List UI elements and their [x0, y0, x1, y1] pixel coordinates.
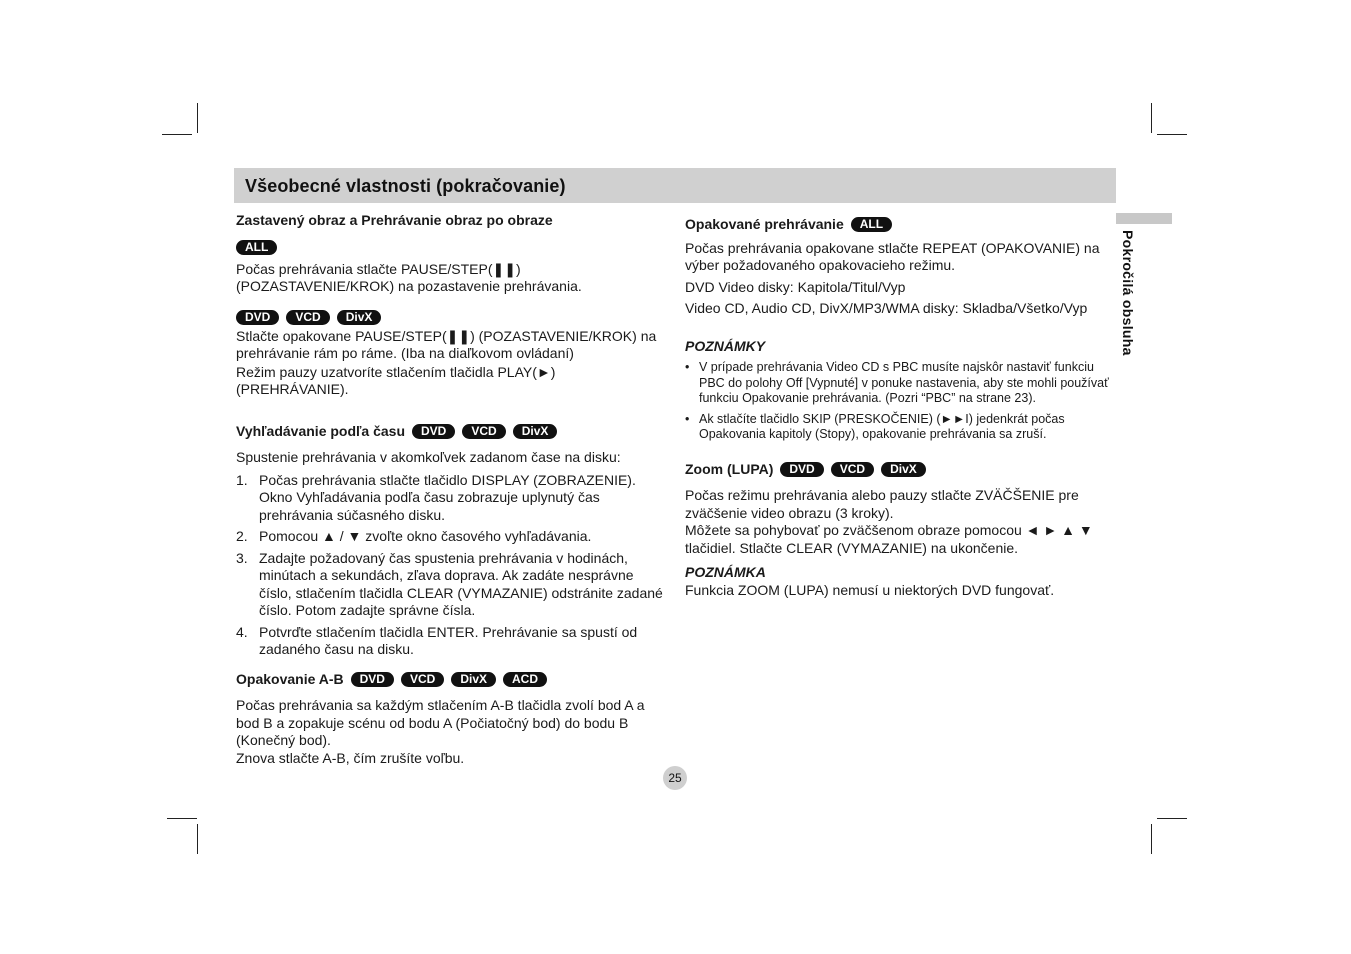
- zoom-note-title: POZNÁMKA: [685, 564, 766, 580]
- time-search-badges: [412, 424, 557, 439]
- repeat-paragraph-3: Video CD, Audio CD, DivX/MP3/WMA disky: Skladba/Všetko/Vyp: [685, 300, 1088, 316]
- disc-badge: DVD: [351, 672, 394, 687]
- list-item: 1. Počas prehrávania stlačte tlačidlo DISPLAY (ZOBRAZENIE). Okno Vyhľadávania podľa času zobrazuje uplynutý čas prehrávania súčasného disku.: [236, 471, 636, 523]
- list-item: 4. Potvrďte stlačením tlačidla ENTER. Prehrávanie sa spustí od zadaného času na disku.: [236, 623, 638, 657]
- disc-badge: DivX: [451, 672, 496, 687]
- list-item: • Ak stlačíte tlačidlo SKIP (PRESKOČENIE) (►►I) jedenkrát počas Opakovania kapitoly (Stopy), opakovanie prehrávania sa zruší.: [685, 411, 1065, 441]
- section-title-bar: [234, 168, 1116, 203]
- crop-mark: [167, 818, 197, 819]
- page-number: 25: [663, 766, 687, 790]
- still-paragraph-2: Stlačte opakovane PAUSE/STEP(❚❚) (POZASTAVENIE/KROK) na prehrávanie rám po ráme. (Iba na diaľkovom ovládaní): [236, 327, 657, 361]
- still-paragraph-1: Počas prehrávania stlačte PAUSE/STEP(❚❚) (POZASTAVENIE/KROK) na pozastavenie prehrávania.: [236, 260, 582, 294]
- zoom-note: Funkcia ZOOM (LUPA) nemusí u niektorých DVD fungovať.: [685, 581, 1055, 598]
- repeat-heading: Opakované prehrávanie ALL: [685, 216, 1115, 234]
- notes-title: POZNÁMKY: [685, 337, 766, 354]
- crop-mark: [1157, 134, 1187, 135]
- disc-badge: DivX: [881, 462, 926, 477]
- crop-mark: [1157, 818, 1187, 819]
- disc-badge: DivX: [513, 424, 558, 439]
- crop-mark: [197, 824, 198, 854]
- disc-badge: ACD: [503, 672, 547, 687]
- zoom-paragraph-1: Počas režimu prehrávania alebo pauzy stlačte ZVÄČŠENIE pre zväčšenie video obrazu (3 kroky).: [685, 487, 1079, 521]
- crop-mark: [1151, 103, 1152, 133]
- list-item: 3. Zadajte požadovaný čas spustenia prehrávania v hodinách, minútach a sekundách, zľava doprava. Ak zadáte nesprávne číslo, stlačením tlačidla CLEAR (VYMAZANIE) odstránite zadané číslo. Potom zadajte správne čísla.: [236, 549, 663, 618]
- time-search-heading: Vyhľadávanie podľa času DVD VCD DivX: [236, 423, 664, 441]
- ab-repeat-heading: Opakovanie A-B DVD VCD DivX ACD: [236, 671, 664, 689]
- repeat-paragraph-2: DVD Video disky: Kapitola/Titul/Vyp: [685, 278, 906, 295]
- still-paragraph-3: Režim pauzy uzatvoríte stlačením tlačidla PLAY(►) (PREHRÁVANIE).: [236, 363, 556, 397]
- disc-badge: VCD: [286, 310, 329, 325]
- disc-badge: ALL: [236, 240, 277, 255]
- disc-badge: VCD: [462, 424, 505, 439]
- still-heading: Zastavený obraz a Prehrávanie obraz po obraze: [236, 212, 553, 228]
- disc-badge: DVD: [412, 424, 455, 439]
- still-badges: [236, 240, 664, 255]
- left-column: [236, 212, 664, 767]
- ab-repeat-paragraph-2: Znova stlačte A-B, čím zrušíte voľbu.: [236, 749, 465, 766]
- time-search-steps: [236, 472, 664, 659]
- disc-badge: DVD: [780, 462, 823, 477]
- still-badges-2: [236, 310, 664, 325]
- crop-mark: [1151, 824, 1152, 854]
- side-chapter-label: Pokročilá obsluha: [1120, 230, 1136, 356]
- crop-mark: [162, 134, 192, 135]
- ab-repeat-badges: [351, 672, 547, 687]
- disc-badge: DVD: [236, 310, 279, 325]
- disc-badge: VCD: [401, 672, 444, 687]
- disc-badge: DivX: [337, 310, 382, 325]
- ab-repeat-paragraph-1: Počas prehrávania sa každým stlačením A-B tlačidla zvolí bod A a bod B a zopakuje scénu od bodu A (Počiatočný bod) do bodu B (Konečný bod).: [236, 697, 645, 748]
- side-tab-marker: [1116, 213, 1172, 224]
- zoom-badges: [780, 462, 925, 477]
- right-column: [685, 216, 1115, 599]
- list-item: • V prípade prehrávania Video CD s PBC musíte najskôr nastaviť funkciu PBC do polohy Off [Vypnuté] v ponuke nastavenia, aby ste mohli používať funkciu Opakovanie prehrávania. (Pozri “PBC” na strane 23).: [685, 360, 1109, 405]
- disc-badge: ALL: [851, 217, 892, 232]
- zoom-paragraph-2: Môžete sa pohybovať po zväčšenom obraze pomocou ◄ ► ▲ ▼ tlačidiel. Stlačte CLEAR (VYMAZANIE) na ukončenie.: [685, 522, 1093, 556]
- repeat-paragraph-1: Počas prehrávania opakovane stlačte REPEAT (OPAKOVANIE) na výber požadovaného opakovacieho režimu.: [685, 239, 1100, 273]
- page-title: Všeobecné vlastnosti (pokračovanie): [245, 176, 566, 196]
- disc-badge: VCD: [831, 462, 874, 477]
- time-search-intro: Spustenie prehrávania v akomkoľvek zadanom čase na disku:: [236, 449, 621, 465]
- list-item: 2. Pomocou ▲ / ▼ zvoľte okno časového vyhľadávania.: [236, 528, 592, 544]
- notes-list: [685, 360, 1115, 443]
- zoom-heading: Zoom (LUPA) DVD VCD DivX: [685, 461, 1115, 479]
- crop-mark: [197, 103, 198, 133]
